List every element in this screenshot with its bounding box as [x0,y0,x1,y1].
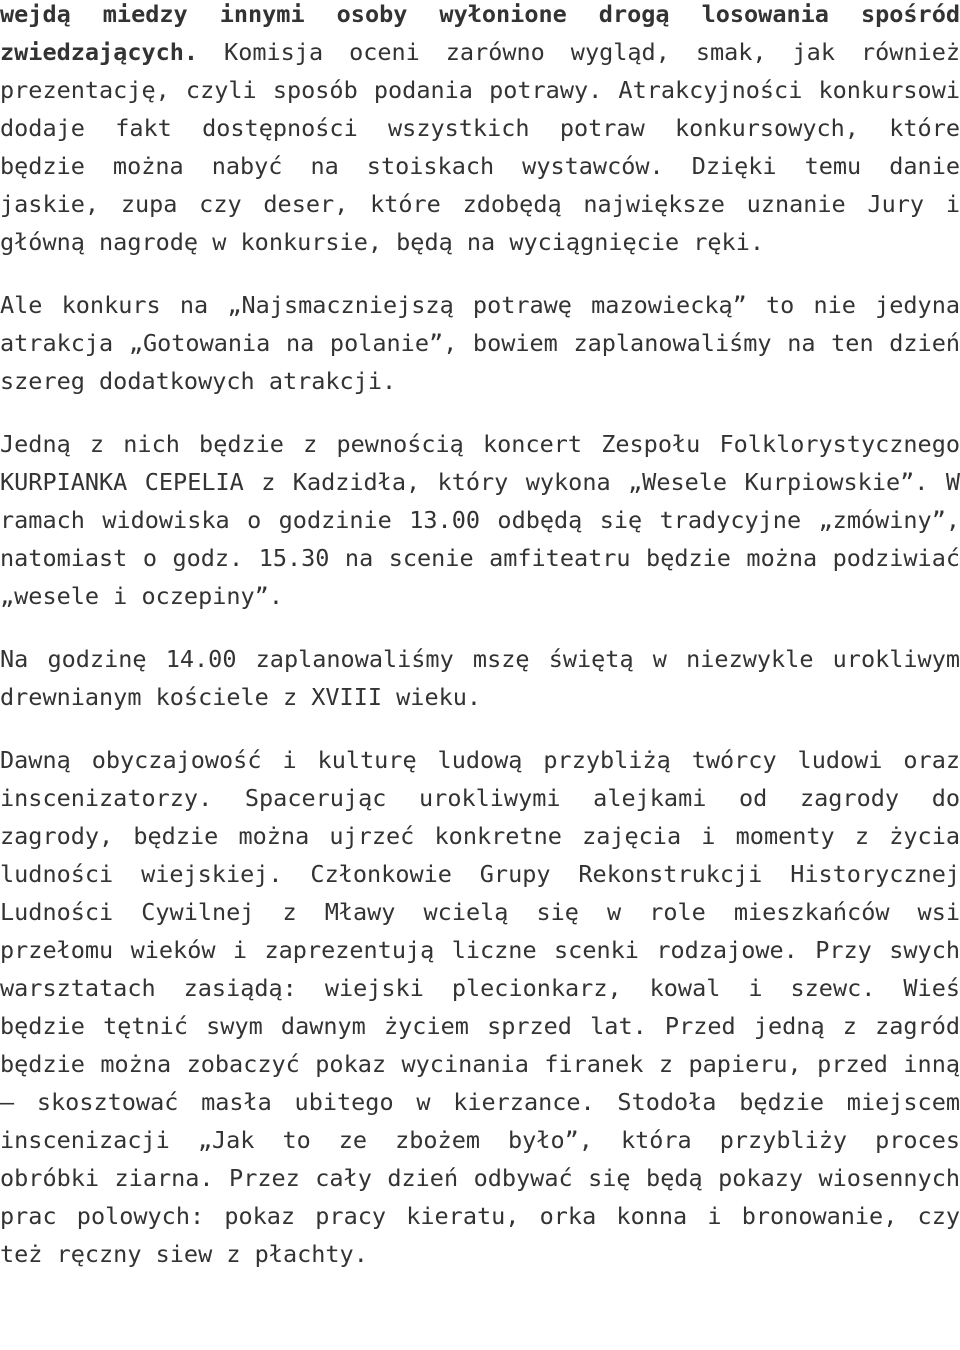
paragraph-spacer [0,716,960,741]
paragraph-spacer [0,400,960,425]
paragraph-spacer [0,615,960,640]
paragraph-competition-jury [0,0,960,261]
paragraph-folk-concert: Jedną z nich będzie z pewnością koncert Zespołu Folklorystycznego KURPIANKA CEPELIA z Kadzidła, który wykona „Wesele Kurpiowskie”. W ramach widowiska o godzinie 13.00 odbędą się tradycyjne „zmówiny”, natomiast o godz. 15.30 na scenie amfiteatru będzie można podziwiać „wesele i oczepiny”. [0,430,960,610]
paragraph-spacer [0,261,960,286]
paragraph-bold-lead: wejdą miedzy innymi osoby wyłonione drogą losowania spośród zwiedzających. [0,0,960,66]
paragraph-additional-attractions: Ale konkurs na „Najsmaczniejszą potrawę mazowiecką” to nie jedyna atrakcja „Gotowania na polanie”, bowiem zaplanowaliśmy na ten dzień szereg dodatkowych atrakcji. [0,291,960,395]
paragraph-text: Komisja oceni zarówno wygląd, smak, jak również prezentację, czyli sposób podania potrawy. Atrakcyjności konkursowi dodaje fakt dostępności wszystkich potraw konkursowych, które będzie można nabyć na stoiskach wystawców. Dzięki temu danie jaskie, zupa czy deser, które zdobędą największe uznanie Jury i główną nagrodę w konkursie, będą na wyciągnięcie ręki. [0,38,960,256]
paragraph-village-life: Dawną obyczajowość i kulturę ludową przybliżą twórcy ludowi oraz inscenizatorzy. Spacerując urokliwymi alejkami od zagrody do zagrody, będzie można ujrzeć konkretne zajęcia i momenty z życia ludności wiejskiej. Członkowie Grupy Rekonstrukcji Historycznej Ludności Cywilnej z Mławy wcielą się w role mieszkańców wsi przełomu wieków i zaprezentują liczne scenki rodzajowe. Przy swych warsztatach zasiądą: wiejski plecionkarz, kowal i szewc. Wieś będzie tętnić swym dawnym życiem sprzed lat. Przed jedną z zagród będzie można zobaczyć pokaz wycinania firanek z papieru, przed inną – skosztować masła ubitego w kierzance. Stodoła będzie miejscem inscenizacji „Jak to ze zbożem było”, która przybliży proces obróbki ziarna. Przez cały dzień odbywać się będą pokazy wiosennych prac polowych: pokaz pracy kieratu, orka konna i bronowanie, czy też ręczny siew z płachty. [0,746,960,1268]
paragraph-holy-mass: Na godzinę 14.00 zaplanowaliśmy mszę świętą w niezwykle urokliwym drewnianym kościele z XVIII wieku. [0,645,960,711]
